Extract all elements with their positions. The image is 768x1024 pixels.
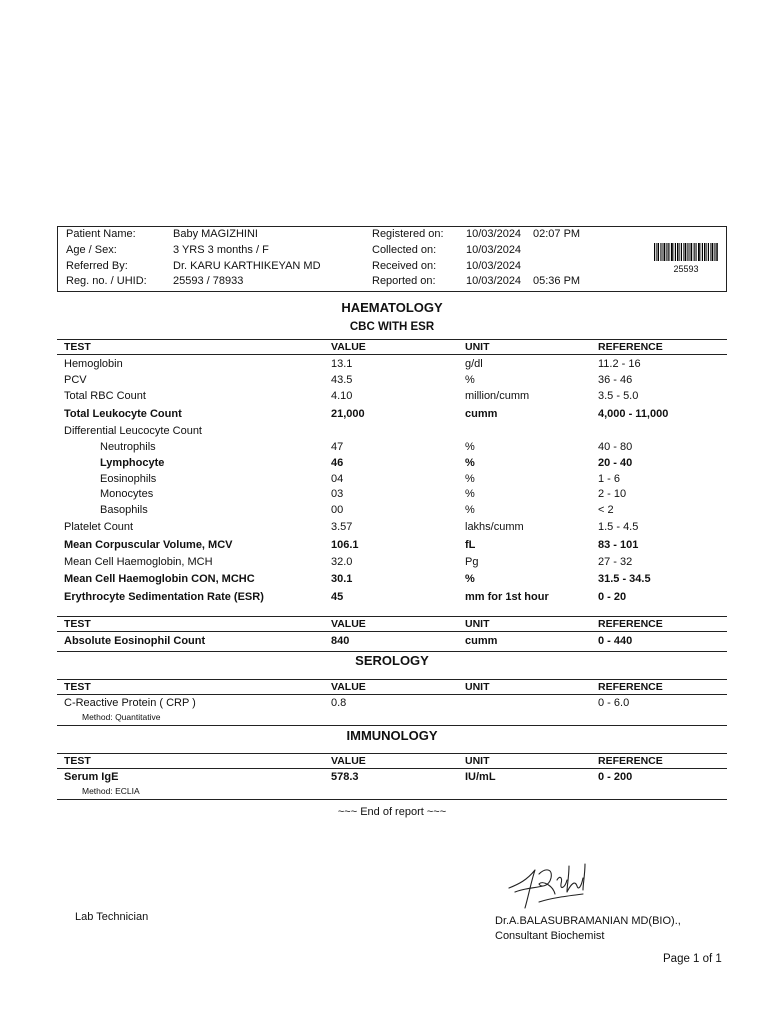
col-test: TEST [64,618,91,630]
test-value: 3.57 [331,521,353,533]
col-value: VALUE [331,755,366,767]
test-reference: 31.5 - 34.5 [598,573,651,585]
test-value: 4.10 [331,390,353,402]
referred-label: Referred By: [66,260,128,272]
test-name: Mean Cell Haemoglobin, MCH [64,556,213,568]
test-value: 106.1 [331,539,359,551]
table-row [57,390,727,405]
test-value: 21,000 [331,408,365,420]
test-unit: % [465,573,475,585]
reg-label: Reg. no. / UHID: [66,275,147,287]
test-unit: % [465,488,475,500]
test-value: 47 [331,441,344,453]
collected-label: Collected on: [372,244,437,256]
test-name: Total Leukocyte Count [64,408,182,420]
divider [57,799,727,800]
reported-label: Reported on: [372,275,436,287]
test-value: 0.8 [331,697,347,709]
test-unit: cumm [465,635,498,647]
test-value: 45 [331,591,344,603]
test-name: Mean Cell Haemoglobin CON, MCHC [64,573,255,585]
test-name: Total RBC Count [64,390,146,402]
test-name: Mean Corpuscular Volume, MCV [64,539,233,551]
test-unit: mm for 1st hour [465,591,549,603]
patient-age-sex: 3 YRS 3 months / F [173,244,269,256]
col-test: TEST [64,681,91,693]
test-value: 00 [331,504,344,516]
test-reference: 27 - 32 [598,556,633,568]
table-row [57,573,727,588]
col-reference: REFERENCE [598,618,663,630]
test-name: Platelet Count [64,521,134,533]
table-row [57,635,727,650]
end-of-report: ~~~ End of report ~~~ [337,806,447,818]
test-value: 578.3 [331,771,359,783]
test-unit: cumm [465,408,498,420]
test-name: Neutrophils [100,441,156,453]
patient-row-referred [58,260,726,276]
test-method: Method: Quantitative [82,712,161,722]
reported-date: 10/03/2024 [466,275,522,287]
table-row [57,556,727,571]
col-unit: UNIT [465,681,490,693]
immunology-title: IMMUNOLOGY [346,728,438,743]
lab-technician-label: Lab Technician [75,911,149,923]
test-unit: million/cumm [465,390,530,402]
test-reference: 1.5 - 4.5 [598,521,639,533]
test-name: Hemoglobin [64,358,123,370]
col-value: VALUE [331,681,366,693]
table-row [57,457,727,472]
test-reference: 3.5 - 5.0 [598,390,639,402]
table-row [57,504,727,519]
col-unit: UNIT [465,341,490,353]
col-value: VALUE [331,618,366,630]
test-reference: 36 - 46 [598,374,633,386]
test-name: Basophils [100,504,148,516]
patient-row-reg [58,275,726,291]
test-name: Absolute Eosinophil Count [64,635,206,647]
divider [57,725,727,726]
patient-row-name [58,228,726,244]
table-row [57,771,727,786]
table-row [57,441,727,456]
col-reference: REFERENCE [598,681,663,693]
test-value: 13.1 [331,358,353,370]
registered-date: 10/03/2024 [466,228,522,240]
test-unit: % [465,504,475,516]
test-name: PCV [64,374,87,386]
patient-row-age [58,244,726,260]
table-row [57,539,727,554]
cbc-subtitle: CBC WITH ESR [349,321,435,333]
registered-time: 02:07 PM [533,228,581,240]
test-name: Erythrocyte Sedimentation Rate (ESR) [64,591,264,603]
col-unit: UNIT [465,618,490,630]
col-unit: UNIT [465,755,490,767]
col-test: TEST [64,755,91,767]
col-test: TEST [64,341,91,353]
test-value: 32.0 [331,556,353,568]
table-row [57,488,727,503]
signature-image [505,858,595,914]
test-reference: 4,000 - 11,000 [598,408,669,420]
patient-info-box [57,226,727,292]
patient-name: Baby MAGIZHINI [173,228,258,240]
test-unit: IU/mL [465,771,496,783]
table-row [57,591,727,606]
table-row [57,425,727,440]
age-label: Age / Sex: [66,244,117,256]
test-unit: % [465,473,475,485]
immunology-table-header [57,753,727,769]
test-reference: 20 - 40 [598,457,633,469]
test-reference: 0 - 440 [598,635,633,647]
test-reference: 0 - 200 [598,771,633,783]
test-unit: % [465,374,475,386]
test-reference: 1 - 6 [598,473,621,485]
test-reference: 40 - 80 [598,441,633,453]
test-unit: lakhs/cumm [465,521,524,533]
patient-name-label: Patient Name: [66,228,136,240]
test-value: 840 [331,635,350,647]
test-value: 04 [331,473,344,485]
test-name: C-Reactive Protein ( CRP ) [64,697,196,709]
barcode-number: 25593 [673,264,699,274]
received-date: 10/03/2024 [466,260,522,272]
test-reference: 0 - 6.0 [598,697,630,709]
test-method: Method: ECLIA [82,786,140,796]
test-reference: 11.2 - 16 [598,358,641,370]
test-reference: < 2 [598,504,614,516]
test-value: 46 [331,457,344,469]
test-value: 30.1 [331,573,353,585]
test-name: Eosinophils [100,473,157,485]
doctor-name: Dr.A.BALASUBRAMANIAN MD(BIO)., [495,915,681,927]
table-row [57,697,727,712]
serology-title: SEROLOGY [355,653,429,668]
test-name: Monocytes [100,488,154,500]
reported-time: 05:36 PM [533,275,581,287]
table-row [57,408,727,423]
col-value: VALUE [331,341,366,353]
table-row [57,358,727,373]
test-reference: 83 - 101 [598,539,639,551]
col-reference: REFERENCE [598,341,663,353]
referred-by: Dr. KARU KARTHIKEYAN MD [173,260,321,272]
test-reference: 0 - 20 [598,591,627,603]
aec-table-header [57,616,727,632]
test-value: 43.5 [331,374,353,386]
table-row [57,473,727,488]
test-unit: g/dl [465,358,483,370]
col-reference: REFERENCE [598,755,663,767]
received-label: Received on: [372,260,437,272]
barcode-image [654,243,718,261]
test-unit: fL [465,539,476,551]
test-reference: 2 - 10 [598,488,627,500]
haematology-title: HAEMATOLOGY [341,300,443,315]
test-name: Serum IgE [64,771,119,783]
page-number: Page 1 of 1 [663,953,722,965]
table-row [57,374,727,389]
test-name: Differential Leucocyte Count [64,425,202,437]
haematology-table-header [57,339,727,355]
reg-uhid: 25593 / 78933 [173,275,244,287]
test-unit: % [465,441,475,453]
registered-label: Registered on: [372,228,444,240]
divider [57,651,727,652]
test-value: 03 [331,488,344,500]
test-unit: % [465,457,475,469]
serology-table-header [57,679,727,695]
collected-date: 10/03/2024 [466,244,522,256]
doctor-title: Consultant Biochemist [495,930,605,942]
test-name: Lymphocyte [100,457,165,469]
test-unit: Pg [465,556,479,568]
table-row [57,521,727,536]
